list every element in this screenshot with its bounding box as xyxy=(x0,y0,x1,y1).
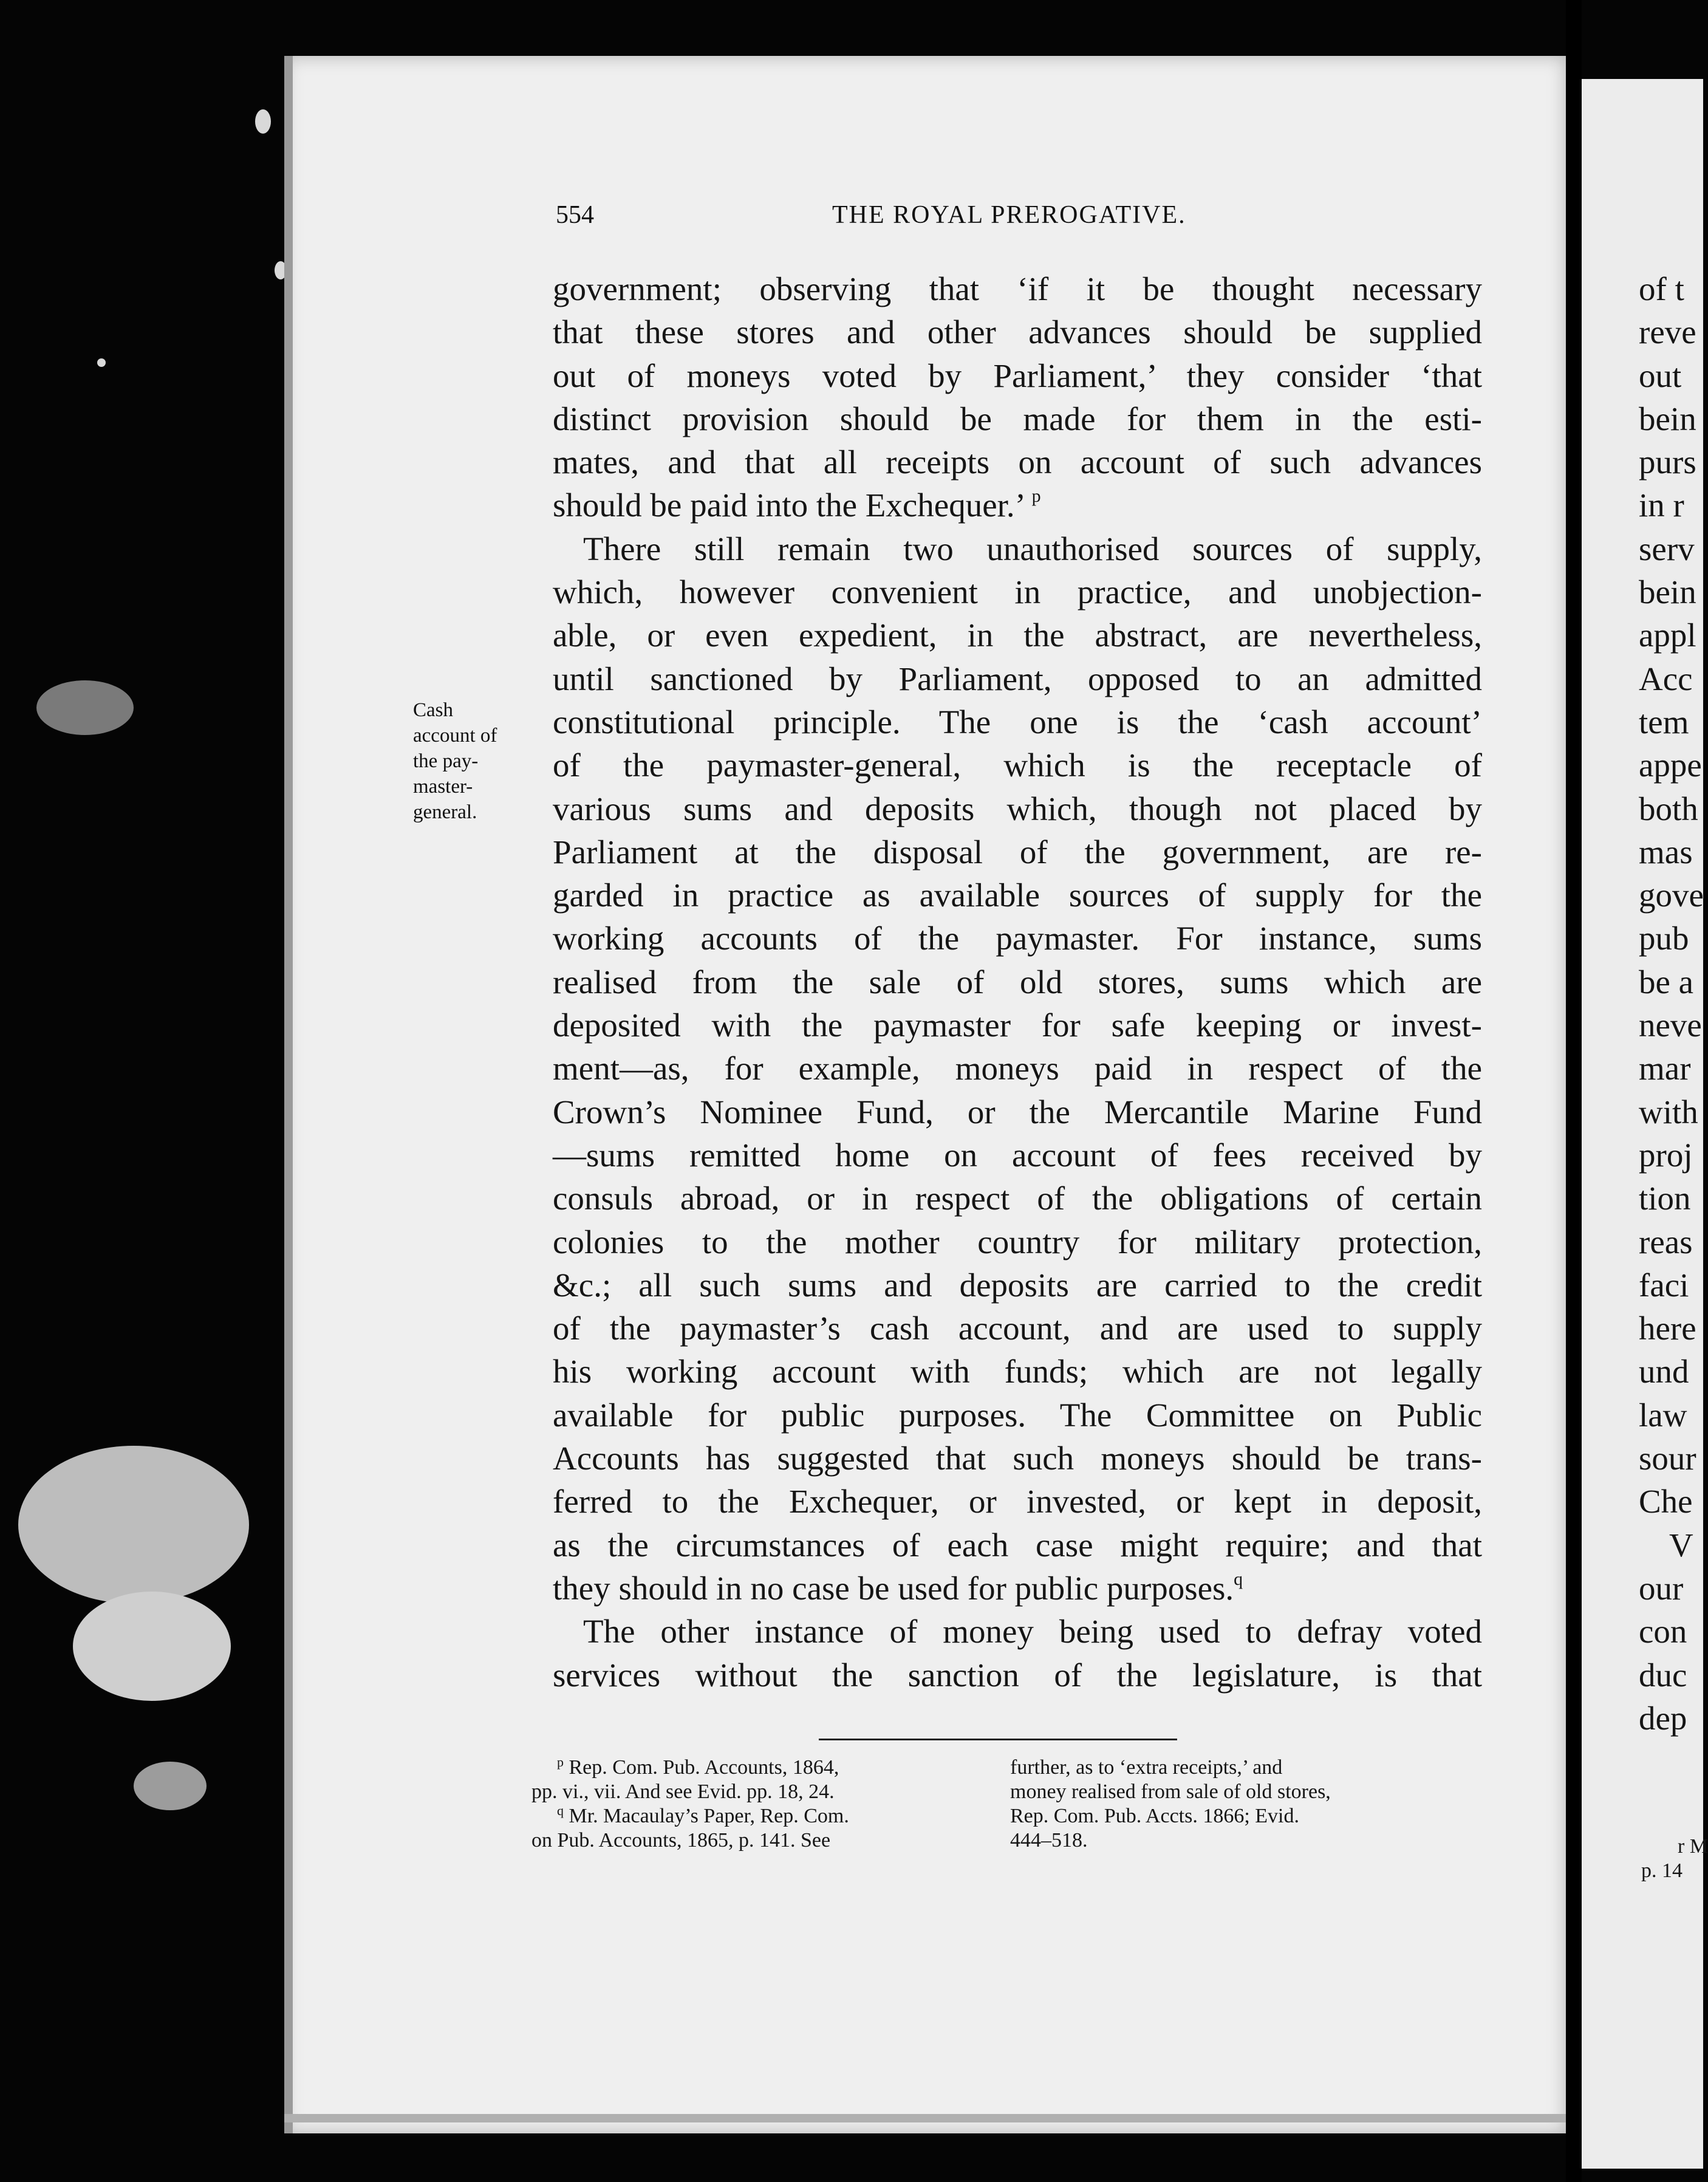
line-text: The other instance of money being used to defray voted xyxy=(583,1613,1482,1650)
facing-line: faci xyxy=(1639,1266,1689,1304)
page-number: 554 xyxy=(556,201,594,229)
facing-line: appl xyxy=(1639,617,1696,654)
text-line xyxy=(553,397,1482,440)
text-line xyxy=(553,1394,1482,1437)
line-text: should be paid into the Exchequer.’ xyxy=(553,487,1023,524)
line-text: out of moneys voted by Parliament,’ they consider ‘that xyxy=(553,357,1482,394)
facing-line: sour xyxy=(1639,1440,1696,1477)
footnote-text: Mr. Macaulay’s Paper, Rep. Com. xyxy=(569,1805,849,1827)
line-text: Accounts has suggested that such moneys should be trans- xyxy=(553,1440,1482,1477)
text-line xyxy=(553,1177,1482,1220)
footnote-marker-q: q xyxy=(557,1803,564,1818)
line-text: services without the sanction of the legislature, is that xyxy=(553,1656,1482,1694)
facing-line: und xyxy=(1639,1353,1689,1390)
text-line xyxy=(553,960,1482,1004)
footnote-marker-q: q xyxy=(1234,1568,1243,1589)
text-line xyxy=(553,527,1482,570)
line-text: that these stores and other advances should be supplied xyxy=(553,313,1482,351)
facing-line: tem xyxy=(1639,703,1689,740)
scan-speck xyxy=(134,1762,207,1810)
text-line xyxy=(553,1480,1482,1523)
line-text: as the circumstances of each case might require; and that xyxy=(553,1526,1482,1564)
line-text: consuls abroad, or in respect of the obligations of certain xyxy=(553,1180,1482,1217)
line-text: which, however convenient in practice, and unobjection- xyxy=(553,573,1482,611)
line-text: of the paymaster’s cash account, and are used to supply xyxy=(553,1310,1482,1347)
margin-note xyxy=(413,697,541,825)
text-line xyxy=(553,1610,1482,1653)
facing-line: Che xyxy=(1639,1483,1693,1520)
line-text: until sanctioned by Parliament, opposed to an admitted xyxy=(553,660,1482,697)
line-text: &c.; all such sums and deposits are carried to the credit xyxy=(553,1266,1482,1304)
facing-line: mas xyxy=(1639,833,1693,870)
margin-note-line: general. xyxy=(413,801,477,823)
facing-footnote-line: r M xyxy=(1678,1835,1708,1858)
line-text: Parliament at the disposal of the government, are re- xyxy=(553,833,1482,870)
footnote-line xyxy=(531,1804,993,1828)
line-text: his working account with funds; which are not legally xyxy=(553,1353,1482,1390)
line-text: of the paymaster-general, which is the receptacle of xyxy=(553,747,1482,784)
margin-note-line: master- xyxy=(413,776,473,798)
footnote-marker-p: p xyxy=(557,1754,564,1770)
facing-line: be a xyxy=(1639,963,1694,1000)
facing-line: proj xyxy=(1639,1136,1693,1174)
facing-line: con xyxy=(1639,1613,1687,1650)
facing-footnote-line: p. 14 xyxy=(1641,1859,1682,1882)
text-line xyxy=(553,1654,1482,1697)
scan-speck xyxy=(97,358,106,367)
facing-line: neve xyxy=(1639,1007,1702,1044)
text-line xyxy=(553,917,1482,960)
line-text: constitutional principle. The one is the ‘cash account’ xyxy=(553,703,1482,740)
text-line xyxy=(553,874,1482,917)
line-text: able, or even expedient, in the abstract, are nevertheless, xyxy=(553,617,1482,654)
margin-note-line: account of xyxy=(413,725,497,747)
facing-line: of t xyxy=(1639,270,1684,307)
facing-line: law xyxy=(1639,1396,1687,1434)
text-line xyxy=(553,744,1482,787)
text-line xyxy=(553,1134,1482,1177)
facing-line: gove xyxy=(1639,877,1704,914)
line-text: working accounts of the paymaster. For instance, sums xyxy=(553,920,1482,957)
text-line xyxy=(553,570,1482,614)
page-header xyxy=(556,196,1230,238)
line-text: various sums and deposits which, though not placed by xyxy=(553,790,1482,827)
facing-line: in r xyxy=(1639,487,1684,524)
text-line xyxy=(553,354,1482,397)
text-line xyxy=(553,1220,1482,1264)
facing-line: with xyxy=(1639,1093,1698,1130)
facing-line: out xyxy=(1639,357,1682,394)
facing-line: Acc xyxy=(1639,660,1693,697)
body-text xyxy=(553,267,1482,1697)
text-line xyxy=(553,1350,1482,1393)
facing-page-text xyxy=(1639,267,1704,1740)
facing-line: appe xyxy=(1639,747,1702,784)
facing-line: our xyxy=(1639,1569,1684,1607)
facing-line: tion xyxy=(1639,1180,1691,1217)
scan-speck xyxy=(18,1446,249,1604)
footnote-line: Rep. Com. Pub. Accts. 1866; Evid. xyxy=(1010,1805,1299,1827)
facing-line: bein xyxy=(1639,400,1696,437)
facing-line: serv xyxy=(1639,530,1695,567)
line-text: distinct provision should be made for them in the esti- xyxy=(553,400,1482,437)
margin-note-line: the pay- xyxy=(413,750,479,772)
text-line xyxy=(553,1047,1482,1090)
footnote-line xyxy=(531,1756,993,1780)
line-text: they should in no case be used for public purposes. xyxy=(553,1569,1234,1607)
facing-line: duc xyxy=(1639,1656,1687,1694)
footnote-line: 444–518. xyxy=(1010,1829,1088,1852)
line-text: —sums remitted home on account of fees received by xyxy=(553,1136,1482,1174)
line-text: There still remain two unauthorised sources of supply, xyxy=(583,530,1482,567)
footnote-line: money realised from sale of old stores, xyxy=(1010,1780,1331,1803)
footnote-rule xyxy=(819,1739,1177,1740)
text-line xyxy=(553,614,1482,657)
facing-line: bein xyxy=(1639,573,1696,611)
facing-line: here xyxy=(1639,1310,1696,1347)
line-text: garded in practice as available sources of supply for the xyxy=(553,877,1482,914)
text-line xyxy=(553,1307,1482,1350)
book-gutter xyxy=(1566,0,1582,2182)
text-line xyxy=(553,1567,1482,1610)
text-line xyxy=(553,267,1482,310)
text-line xyxy=(553,484,1482,527)
text-line xyxy=(553,830,1482,874)
footnote-line: pp. vi., vii. And see Evid. pp. 18, 24. xyxy=(531,1780,835,1803)
facing-line: both xyxy=(1639,790,1698,827)
text-line xyxy=(553,787,1482,830)
facing-line: pub xyxy=(1639,920,1689,957)
facing-page-footnote xyxy=(1641,1835,1708,1883)
line-text: colonies to the mother country for military protection, xyxy=(553,1223,1482,1260)
margin-note-line: Cash xyxy=(413,699,453,721)
line-text: mates, and that all receipts on account of such advances xyxy=(553,443,1482,481)
facing-line: purs xyxy=(1639,443,1696,481)
text-line xyxy=(553,1264,1482,1307)
line-text: government; observing that ‘if it be thought necessary xyxy=(553,270,1482,307)
facing-line: V xyxy=(1669,1526,1693,1564)
line-text: realised from the sale of old stores, sums which are xyxy=(553,963,1482,1000)
line-text: ferred to the Exchequer, or invested, or kept in deposit, xyxy=(553,1483,1482,1520)
text-line xyxy=(553,1524,1482,1567)
footnote-marker-p: p xyxy=(1031,486,1041,507)
footnote-line: further, as to ‘extra receipts,’ and xyxy=(1010,1756,1283,1779)
running-head: THE ROYAL PREROGATIVE. xyxy=(832,201,1186,229)
scan-speck xyxy=(73,1592,231,1701)
facing-line: dep xyxy=(1639,1699,1687,1737)
page-bottom-edge xyxy=(284,2114,1566,2122)
text-line xyxy=(553,310,1482,354)
facing-line: reas xyxy=(1639,1223,1693,1260)
footnote-column-left xyxy=(531,1756,993,1853)
line-text: Crown’s Nominee Fund, or the Mercantile Marine Fund xyxy=(553,1093,1482,1130)
facing-line: reve xyxy=(1639,313,1696,351)
text-line xyxy=(553,440,1482,484)
text-line xyxy=(553,1090,1482,1134)
scan-speck xyxy=(255,109,271,134)
line-text: deposited with the paymaster for safe keeping or invest- xyxy=(553,1007,1482,1044)
text-line xyxy=(553,657,1482,700)
footnote-column-right xyxy=(1010,1756,1455,1853)
facing-line: mar xyxy=(1639,1050,1691,1087)
text-line xyxy=(553,1437,1482,1480)
text-line xyxy=(553,1004,1482,1047)
footnote-text: Rep. Com. Pub. Accounts, 1864, xyxy=(569,1756,839,1779)
text-line xyxy=(553,700,1482,744)
line-text: available for public purposes. The Committee on Public xyxy=(553,1396,1482,1434)
page-left-edge xyxy=(284,56,293,2133)
scan-speck xyxy=(36,680,134,735)
footnote-line: on Pub. Accounts, 1865, p. 141. See xyxy=(531,1829,831,1852)
line-text: ment—as, for example, moneys paid in respect of the xyxy=(553,1050,1482,1087)
